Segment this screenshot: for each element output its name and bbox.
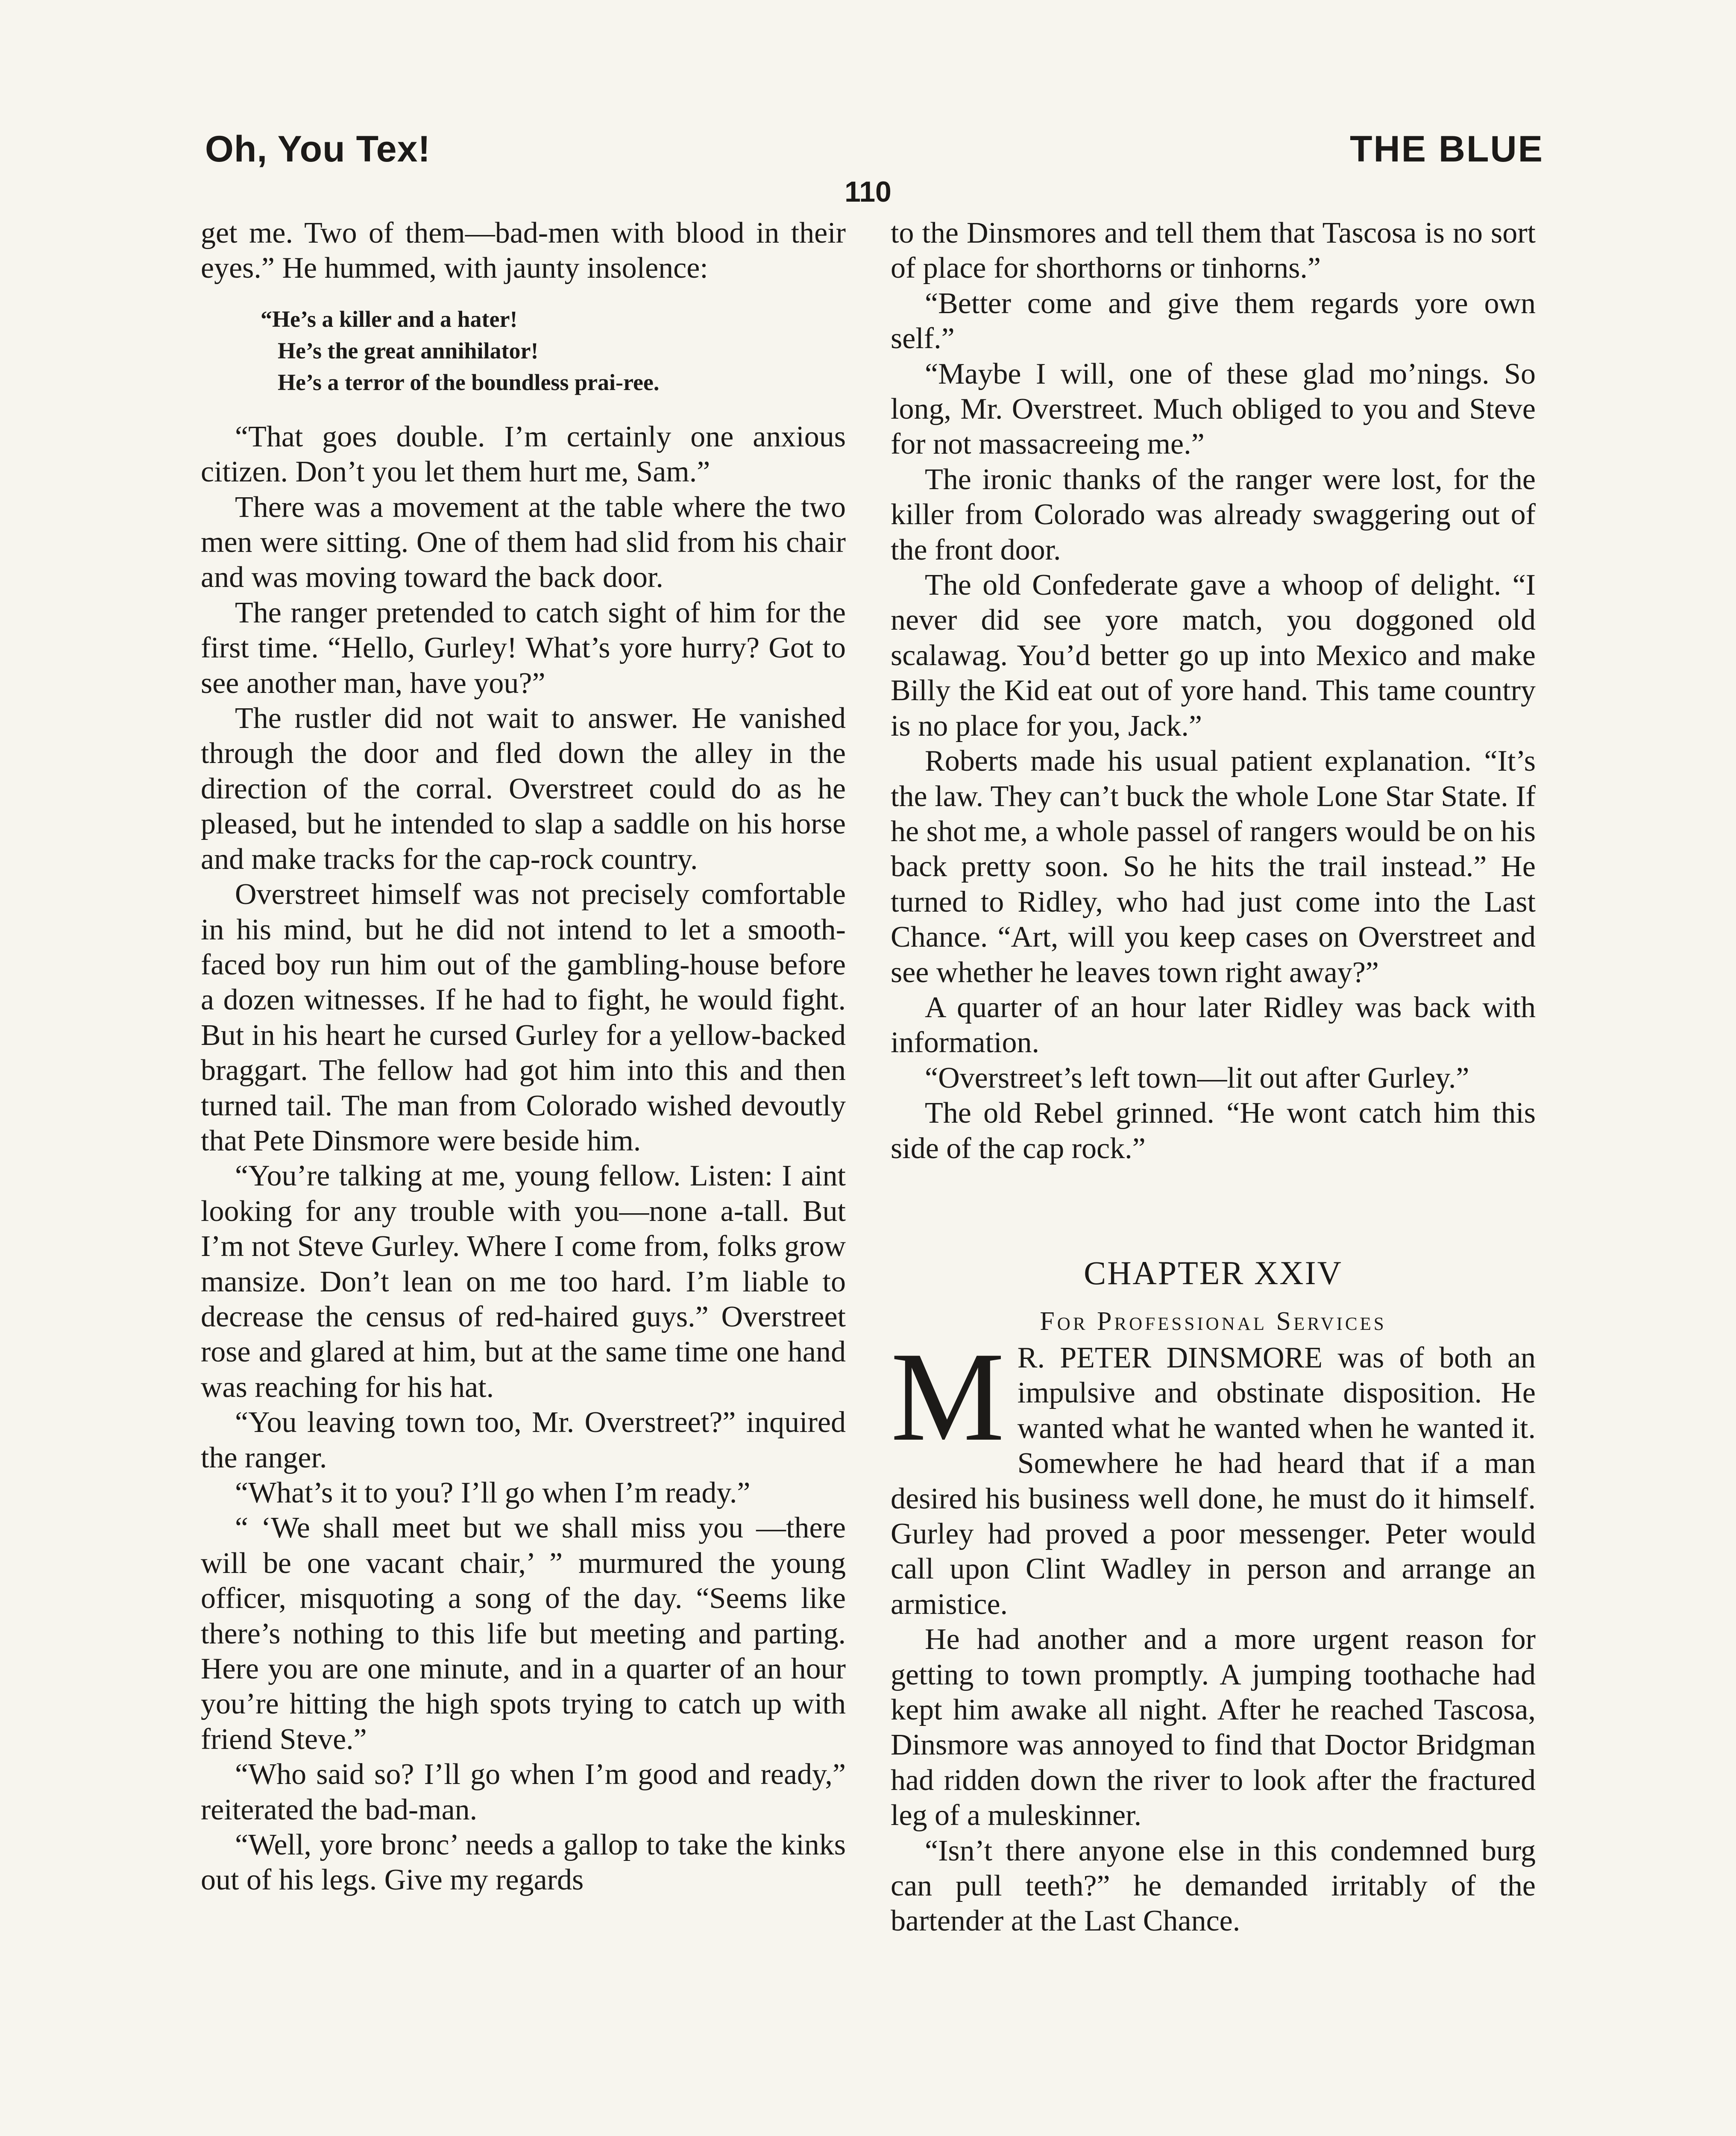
chapter-subtitle: For Professional Services [1040, 1306, 1387, 1336]
paragraph: The ironic thanks of the ranger were lost, for the killer from Colorado was already swaggering out of the front door. [891, 463, 1536, 566]
paragraph: He had another and a more urgent reason for getting to town promptly. A jumping toothache had kept him awake all night. After he reached Tascosa, Dinsmore was annoyed to find that Doctor Bridgman had ridden down the river to look after the fractured leg of a muleskinner. [891, 1623, 1536, 1832]
paragraph: The old Rebel grinned. “He wont catch him this side of the cap rock.” [891, 1097, 1536, 1165]
paragraph: “Maybe I will, one of these glad mo’nings. So long, Mr. Overstreet. Much obliged to you and Steve for not massacreeing me.” [891, 357, 1536, 461]
chapter-opening-paragraph [891, 1325, 1536, 1622]
magazine-name: THE BLUE [1350, 129, 1544, 170]
paragraph: The ranger pretended to catch sight of him for the first time. “Hello, Gurley! What’s yore hurry? Got to see another man, have you?” [201, 596, 846, 700]
paragraph: to the Dinsmores and tell them that Tascosa is no sort of place for shorthorns or tinhorns.” [891, 217, 1536, 285]
paragraph: “What’s it to you? I’ll go when I’m ready.” [235, 1476, 751, 1509]
paragraph: Roberts made his usual patient explanation. “It’s the law. They can’t buck the whole Lone Star State. If he shot me, a whole passel of rangers would be on his back pretty soon. So he hits the trail instead.” He turned to Ridley, who had just come into the Last Chance. “Art, will you keep cases on Overstreet and see whether he leaves town right away?” [891, 745, 1536, 989]
paragraph: “Better come and give them regards yore own self.” [891, 287, 1536, 355]
paragraph: “ ‘We shall meet but we shall miss you —there will be one vacant chair,’ ” murmured the young officer, misquoting a song of the day. “Seems like there’s nothing to this life but meeting and parting. Here you are one minute, and in a quarter of an hour you’re hitting the high spots trying to catch up with friend Steve.” [201, 1511, 846, 1756]
opening-text: R. PETER DINSMORE was of both an impulsive and obstinate disposition. He wanted what he wanted when he wanted it. Somewhere he had heard that if a man desired his business well done, he must do it himself. Gurley had proved a poor messenger. Peter would call upon Clint Wadley in person and arrange an armistice. [891, 1341, 1536, 1621]
chapter-heading: CHAPTER XXIV [1084, 1254, 1343, 1291]
paragraph: There was a movement at the table where the two men were sitting. One of them had slid from his chair and was moving toward the back door. [201, 490, 846, 594]
paragraph: “Who said so? I’ll go when I’m good and ready,” reiterated the bad-man. [201, 1758, 846, 1826]
drop-cap: M [891, 1325, 1005, 1467]
left-column [201, 216, 846, 1898]
paragraph: The old Confederate gave a whoop of delight. “I never did see yore match, you doggoned old scalawag. You’d better go up into Mexico and make Billy the Kid eat out of yore hand. This tame country is no place for you, Jack.” [891, 569, 1536, 742]
verse-line: He’s the great annihilator! [278, 337, 539, 364]
paragraph: “Well, yore bronc’ needs a gallop to take the kinks out of his legs. Give my regards [201, 1828, 846, 1897]
running-title: Oh, You Tex! [205, 129, 431, 170]
paragraph: “You leaving town too, Mr. Overstreet?” inquired the ranger. [201, 1406, 846, 1474]
paragraph: Overstreet himself was not precisely comfortable in his mind, but he did not intend to let a smooth-faced boy run him out of the gambling-house before a dozen witnesses. If he had to fight, he would fight. But in his heart he cursed Gurley for a yellow-backed braggart. The fellow had got him into this and then turned tail. The man from Colorado wished devoutly that Pete Dinsmore were beside him. [201, 878, 846, 1157]
paragraph: A quarter of an hour later Ridley was back with information. [891, 991, 1536, 1059]
page-number: 110 [845, 176, 891, 208]
paragraph: “That goes double. I’m certainly one anxious citizen. Don’t you let them hurt me, Sam.” [201, 420, 846, 489]
song-verse [261, 303, 846, 398]
paragraph: “You’re talking at me, young fellow. Listen: I aint looking for any trouble with you—none a-tall. But I’m not Steve Gurley. Where I come from, folks grow mansize. Don’t lean on me too hard. I’m liable to decrease the census of red-haired guys.” Overstreet rose and glared at him, but at the same time one hand was reaching for his hat. [201, 1159, 846, 1404]
paragraph: “Overstreet’s left town—lit out after Gurley.” [925, 1061, 1469, 1094]
verse-line: “He’s a killer and a hater! [261, 306, 518, 332]
verse-line: He’s a terror of the boundless prai-ree. [278, 369, 660, 395]
paragraph: get me. Two of them—bad-men with blood in their eyes.” He hummed, with jaunty insolence: [201, 217, 846, 285]
paragraph: “Isn’t there anyone else in this condemned burg can pull teeth?” he demanded irritably of the bartender at the Last Chance. [891, 1834, 1536, 1938]
right-column [891, 216, 1536, 1939]
paragraph: The rustler did not wait to answer. He vanished through the door and fled down the alley in the direction of the corral. Overstreet could do as he pleased, but he intended to slap a saddle on his horse and make tracks for the cap-rock country. [201, 702, 846, 876]
